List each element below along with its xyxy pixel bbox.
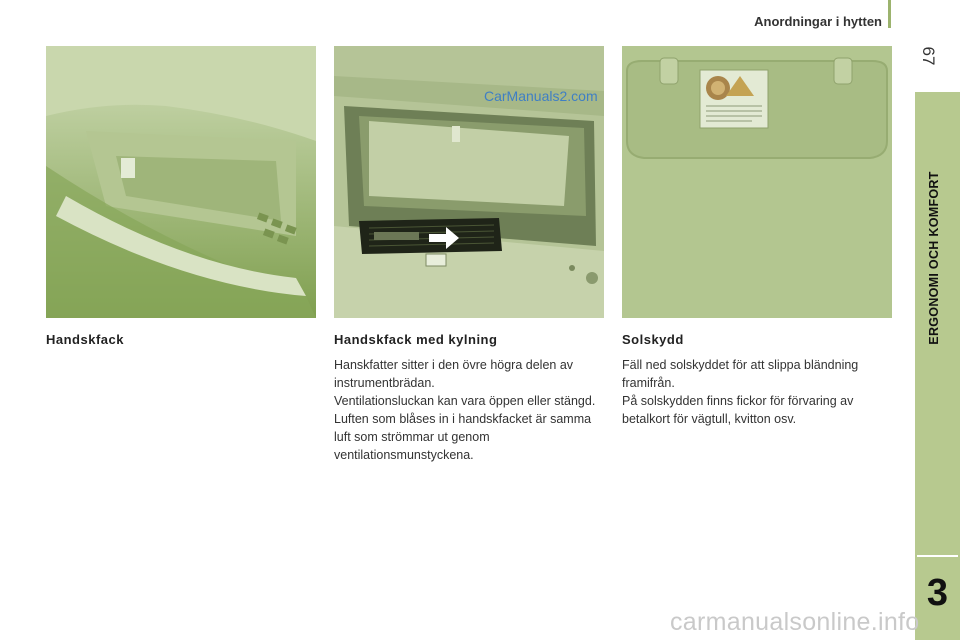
section-heading-handskfack: Handskfack [46,332,124,347]
watermark-carmanuals2: CarManuals2.com [484,88,598,104]
sun-visor-photo [622,46,892,318]
chapter-number: 3 [926,572,949,614]
header-accent-bar [888,0,891,28]
chapter-title: ERGONOMI OCH KOMFORT [927,171,941,345]
paragraph-handskfack-kylning-1: Hanskfatter sitter i den övre högra delen av instrumentbrädan. [334,358,574,390]
header-title: Anordningar i hytten [754,14,882,29]
paragraph-solskydd-2: På solskydden finns fickor för förvaring av betalkort för vägtull, kvitton osv. [622,394,854,426]
cooled-glovebox-photo [334,46,604,318]
watermark-carmanualsonline: carmanualsonline.info [670,608,920,636]
section-heading-handskfack-kylning: Handskfack med kylning [334,332,498,347]
paragraph-solskydd-1: Fäll ned solskyddet för att slippa bländning framifrån. [622,358,859,390]
page-number: 67 [919,46,938,66]
glovebox-photo [46,46,316,318]
paragraph-handskfack-kylning-2: Ventilationsluckan kan vara öppen eller stängd. Luften som blåses in i handskfacket är samma luft som strömmar ut genom ventilationsmunstyckena. [334,394,596,462]
section-heading-solskydd: Solskydd [622,332,684,347]
side-tab-divider [917,555,958,557]
chapter-side-tab [915,92,960,640]
